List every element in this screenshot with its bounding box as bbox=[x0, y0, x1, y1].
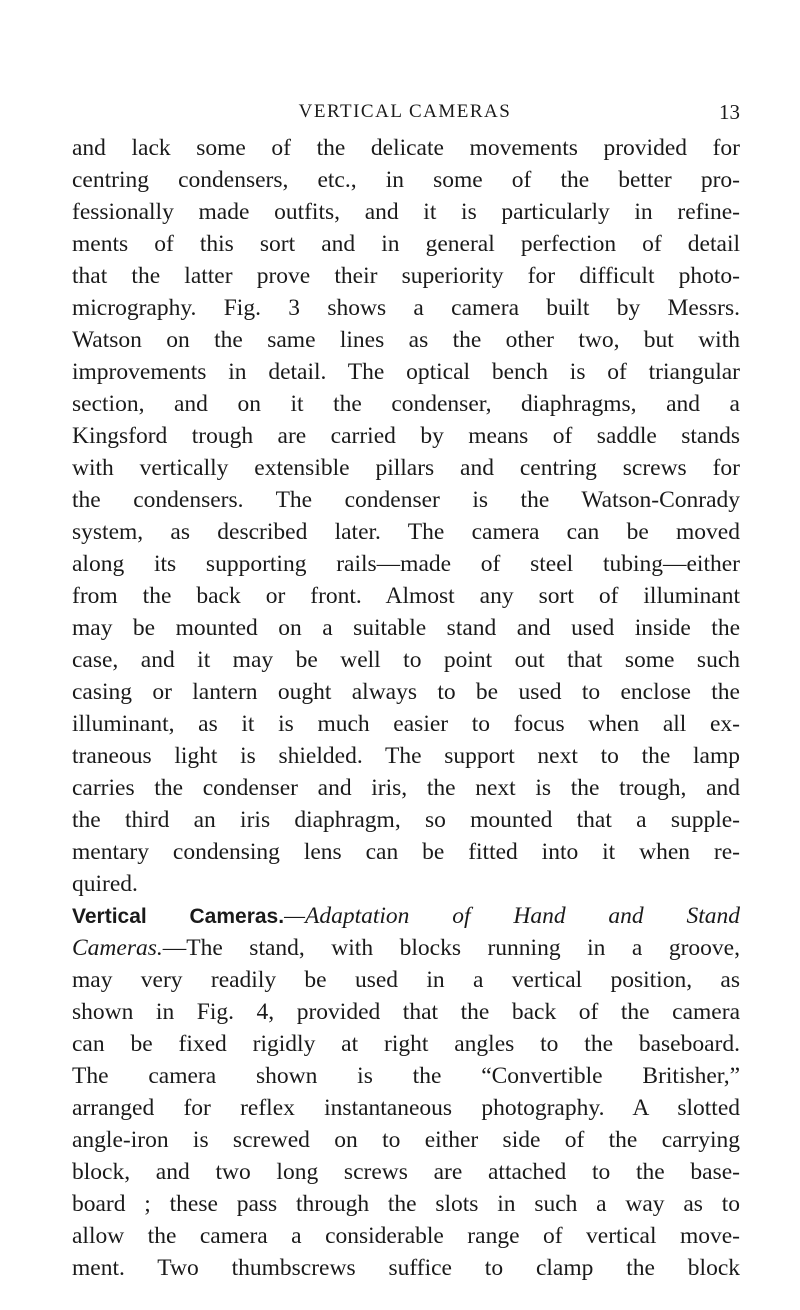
text-line: traneous light is shielded. The support next to the lamp bbox=[72, 743, 740, 769]
running-title: VERTICAL CAMERAS bbox=[298, 101, 512, 122]
text-line: Kingsford trough are carried by means of saddle stands bbox=[72, 423, 740, 449]
text-line: may be mounted on a suitable stand and used inside the bbox=[72, 615, 740, 641]
section-heading: Vertical Cameras. bbox=[72, 905, 285, 928]
text-line: carries the condenser and iris, the next is the trough, and bbox=[72, 775, 740, 801]
text-line: that the latter prove their superiority for difficult photo- bbox=[72, 263, 740, 289]
text-line: may very readily be used in a vertical position, as bbox=[72, 967, 740, 993]
text-line: board ; these pass through the slots in such a way as to bbox=[72, 1191, 740, 1217]
text-line: shown in Fig. 4, provided that the back of the camera bbox=[72, 999, 740, 1025]
text-line: from the back or front. Almost any sort of illuminant bbox=[72, 583, 740, 609]
section-heading-line bbox=[72, 900, 740, 932]
section-subheading: of Hand and Stand bbox=[452, 903, 741, 929]
text-line: ments of this sort and in general perfection of detail bbox=[72, 231, 740, 257]
text-line: Watson on the same lines as the other two, but with bbox=[72, 327, 740, 353]
text-line: system, as described later. The camera can be moved bbox=[72, 519, 740, 545]
text-line: casing or lantern ought always to be used to enclose the bbox=[72, 679, 740, 705]
running-head bbox=[70, 96, 740, 128]
text-line bbox=[72, 932, 740, 964]
text-line: centring condensers, etc., in some of the better pro- bbox=[72, 167, 740, 193]
body-text bbox=[72, 132, 740, 1284]
text-line: improvements in detail. The optical bench is of triangular bbox=[72, 359, 740, 385]
page-number: 13 bbox=[719, 100, 740, 124]
text-line: angle-iron is screwed on to either side of the carrying bbox=[72, 1127, 740, 1153]
text-line: the condensers. The condenser is the Watson-Conrady bbox=[72, 487, 740, 513]
text-line: arranged for reflex instantaneous photography. A slotted bbox=[72, 1095, 740, 1121]
text-line: fessionally made outfits, and it is particularly in refine- bbox=[72, 199, 740, 225]
text-line: ment. Two thumbscrews suffice to clamp the block bbox=[72, 1255, 740, 1281]
text-line: with vertically extensible pillars and centring screws for bbox=[72, 455, 740, 481]
text-line: and lack some of the delicate movements provided for bbox=[72, 135, 740, 161]
text-line: block, and two long screws are attached to the base- bbox=[72, 1159, 740, 1185]
text-line: along its supporting rails—made of steel tubing—either bbox=[72, 551, 740, 577]
text-line: section, and on it the condenser, diaphragms, and a bbox=[72, 391, 740, 417]
text-line: quired. bbox=[72, 871, 138, 897]
text-line: illuminant, as it is much easier to focus when all ex- bbox=[72, 711, 740, 737]
text-line: allow the camera a considerable range of vertical move- bbox=[72, 1223, 740, 1249]
text-span: —The stand, with blocks running in a groove, bbox=[162, 935, 740, 961]
text-line: micrography. Fig. 3 shows a camera built by Messrs. bbox=[72, 295, 740, 321]
text-line: case, and it may be well to point out that some such bbox=[72, 647, 740, 673]
text-line: the third an iris diaphragm, so mounted that a supple- bbox=[72, 807, 740, 833]
text-line: mentary condensing lens can be fitted into it when re- bbox=[72, 839, 740, 865]
text-line: The camera shown is the “Convertible Britisher,” bbox=[72, 1063, 740, 1089]
section-subheading: Cameras. bbox=[72, 935, 163, 961]
section-subheading: —Adaptation bbox=[284, 903, 410, 929]
text-line: can be fixed rigidly at right angles to the baseboard. bbox=[72, 1031, 740, 1057]
